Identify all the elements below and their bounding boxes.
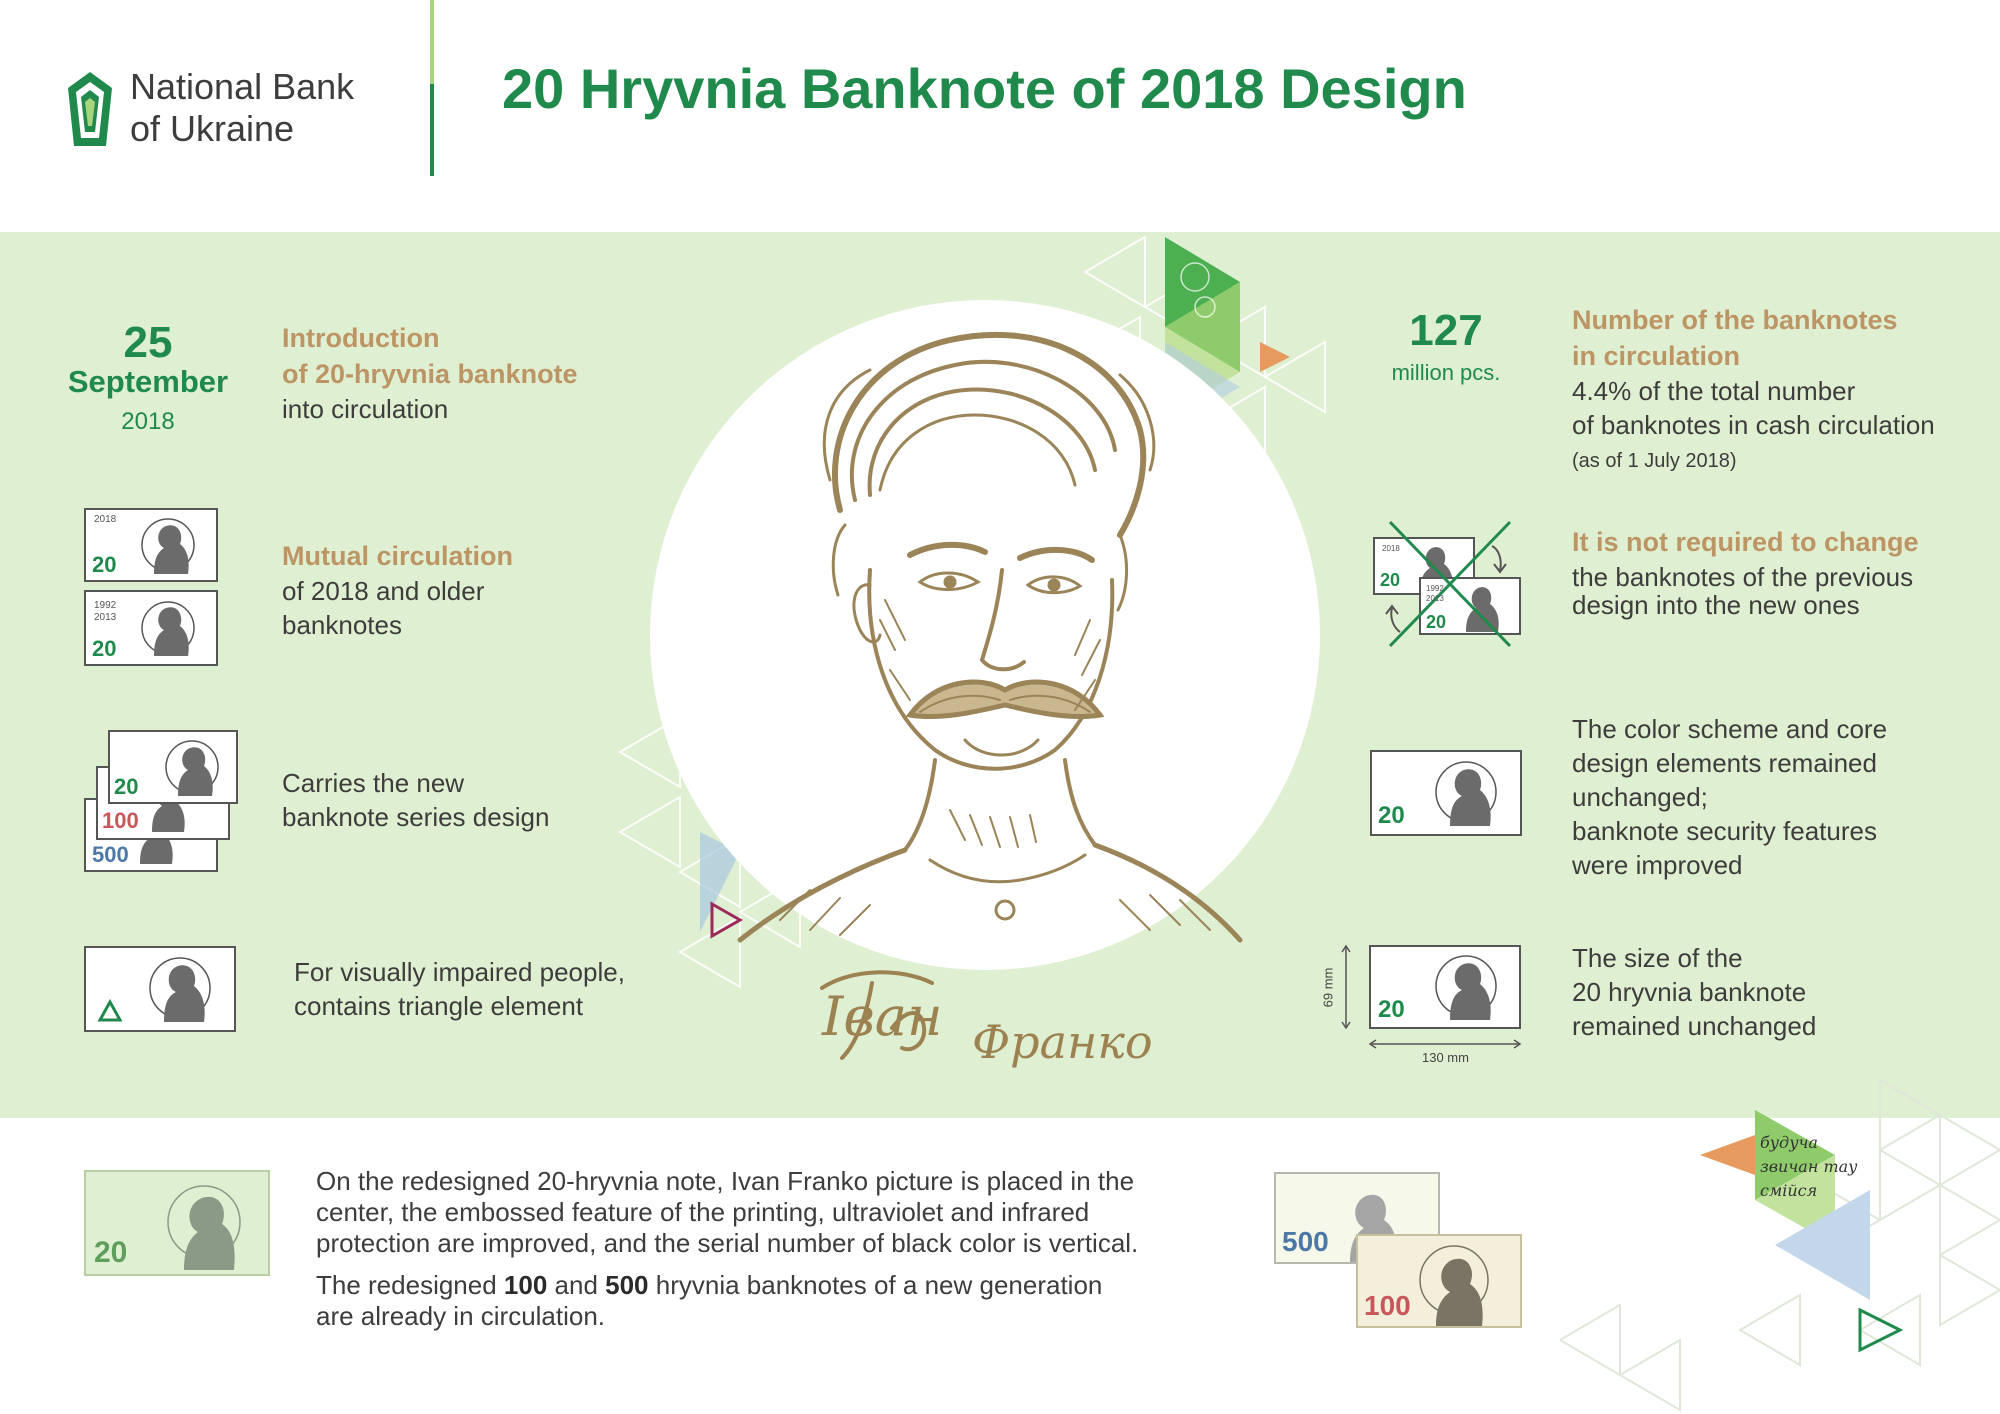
- logo-text: [130, 66, 354, 150]
- footer-paragraph-2: [316, 1270, 1246, 1332]
- series-text-line-2: banknote series design: [282, 802, 550, 832]
- series-text-line-1: Carries the new: [282, 768, 465, 798]
- footer-banknote-20: [84, 1170, 270, 1276]
- circulation-title-line-1: Number of the banknotes: [1572, 305, 1898, 335]
- note-value-100: 100: [102, 808, 139, 833]
- size-line-2: 20 hryvnia banknote: [1572, 977, 1807, 1007]
- note-value: 20: [92, 636, 117, 661]
- size-line-3: remained unchanged: [1572, 1011, 1817, 1041]
- note-year-1: 1992: [1426, 584, 1444, 593]
- intro-title-line-1: Introduction: [282, 323, 440, 353]
- signature-last-name: Франко: [972, 1015, 1153, 1069]
- banknote-20-icon: [108, 730, 238, 804]
- footer-p2-500: 500: [605, 1270, 649, 1300]
- circulation-text-line-2: of banknotes in cash circulation: [1572, 410, 1935, 440]
- circulation-title-line-2: in circulation: [1572, 341, 1741, 371]
- ivan-franko-portrait: [720, 320, 1260, 960]
- footer-p1-line-1: On the redesigned 20-hryvnia note, Ivan Franko picture is placed in the: [316, 1166, 1135, 1196]
- banknote-2018-icon: [84, 508, 218, 582]
- color-scheme-line-1: The color scheme and core: [1572, 714, 1888, 744]
- footer-p1-line-3: protection are improved, and the serial number of black color is vertical.: [316, 1228, 1139, 1258]
- note-value: 100: [1364, 1290, 1411, 1321]
- note-value: 20: [1426, 612, 1447, 632]
- mutual-title: Mutual circulation: [282, 541, 514, 571]
- impaired-text-line-2: contains triangle element: [294, 991, 584, 1021]
- note-year-1: 1992: [94, 600, 117, 611]
- nbu-logo: [66, 66, 366, 156]
- note-value: 20: [1378, 802, 1405, 829]
- banknote-old-icon: [84, 590, 218, 666]
- color-scheme-line-5: were improved: [1572, 850, 1743, 880]
- footer-triangle-decoration: [1560, 1080, 2000, 1414]
- decor-handwriting-3: смійся: [1760, 1181, 1818, 1200]
- logo-line-2: of Ukraine: [130, 108, 295, 149]
- footer-p2-line-1: [316, 1270, 1246, 1301]
- banknote-exchange-icon: [1370, 520, 1540, 650]
- color-scheme-line-4: banknote security features: [1572, 816, 1877, 846]
- footer-banknote-100: [1356, 1234, 1522, 1328]
- size-width-label: 130 mm: [1422, 1050, 1469, 1065]
- footer-p2-a: The redesigned: [316, 1270, 504, 1300]
- color-scheme-line-3: unchanged;: [1572, 782, 1708, 812]
- banknote-size-icon: [1320, 944, 1530, 1070]
- no-change-text-line-1: the banknotes of the previous: [1572, 562, 1914, 592]
- footer-p2-100: 100: [503, 1270, 548, 1300]
- circulation-text-line-1: 4.4% of the total number: [1572, 376, 1856, 406]
- signature-first-name: Іван: [822, 985, 943, 1048]
- impaired-text-line-1: For visually impaired people,: [294, 957, 625, 987]
- logo-line-1: National Bank: [130, 66, 355, 107]
- intro-year: 2018: [121, 408, 175, 435]
- no-change-text-line-2: design into the new ones: [1572, 590, 1860, 620]
- note-year-2: 2013: [1426, 594, 1444, 603]
- page-title: 20 Hryvnia Banknote of 2018 Design: [502, 57, 1467, 120]
- color-scheme-line-2: design elements remained: [1572, 748, 1877, 778]
- note-year: 2018: [1382, 544, 1400, 553]
- note-value: 20: [1378, 996, 1405, 1023]
- banknote-triangle-icon: [84, 946, 236, 1032]
- circulation-note: (as of 1 July 2018): [1572, 450, 1737, 472]
- footer-p1-line-2: center, the embossed feature of the printing, ultraviolet and infrared: [316, 1197, 1090, 1227]
- footer-p2-line-2: are already in circulation.: [316, 1301, 606, 1331]
- note-value-500: 500: [92, 842, 129, 867]
- size-height-label: 69 mm: [1320, 967, 1336, 1008]
- no-change-title: It is not required to change: [1572, 527, 1919, 557]
- intro-text: into circulation: [282, 394, 449, 424]
- note-value-20: 20: [114, 774, 139, 799]
- intro-month: September: [67, 364, 229, 399]
- banknote-design-icon: [1370, 750, 1522, 836]
- footer-p2-e: hryvnia banknotes of a new generation: [648, 1270, 1103, 1300]
- note-value: 20: [1380, 570, 1401, 590]
- size-line-1: The size of the: [1572, 943, 1743, 973]
- circulation-unit: million pcs.: [1391, 360, 1501, 385]
- signature-text: [822, 985, 1153, 1069]
- decor-handwriting-2: звичан тау: [1760, 1157, 1858, 1176]
- note-year: 2018: [94, 514, 117, 525]
- mutual-text-line-1: of 2018 and older: [282, 576, 485, 606]
- note-year-2: 2013: [94, 612, 117, 623]
- note-value: 20: [92, 552, 117, 577]
- nbu-logo-icon: [66, 70, 114, 148]
- header-divider: [430, 0, 434, 176]
- footer-paragraph-1: [316, 1166, 1246, 1259]
- circulation-number: 127: [1409, 306, 1483, 355]
- note-value: 500: [1282, 1226, 1329, 1257]
- mutual-text-line-2: banknotes: [282, 610, 402, 640]
- intro-title-line-2: of 20-hryvnia banknote: [282, 359, 578, 389]
- intro-day: 25: [123, 318, 173, 367]
- note-value: 20: [94, 1236, 128, 1269]
- footer-p2-c: and: [547, 1270, 606, 1300]
- decor-handwriting-1: будуча: [1760, 1133, 1818, 1152]
